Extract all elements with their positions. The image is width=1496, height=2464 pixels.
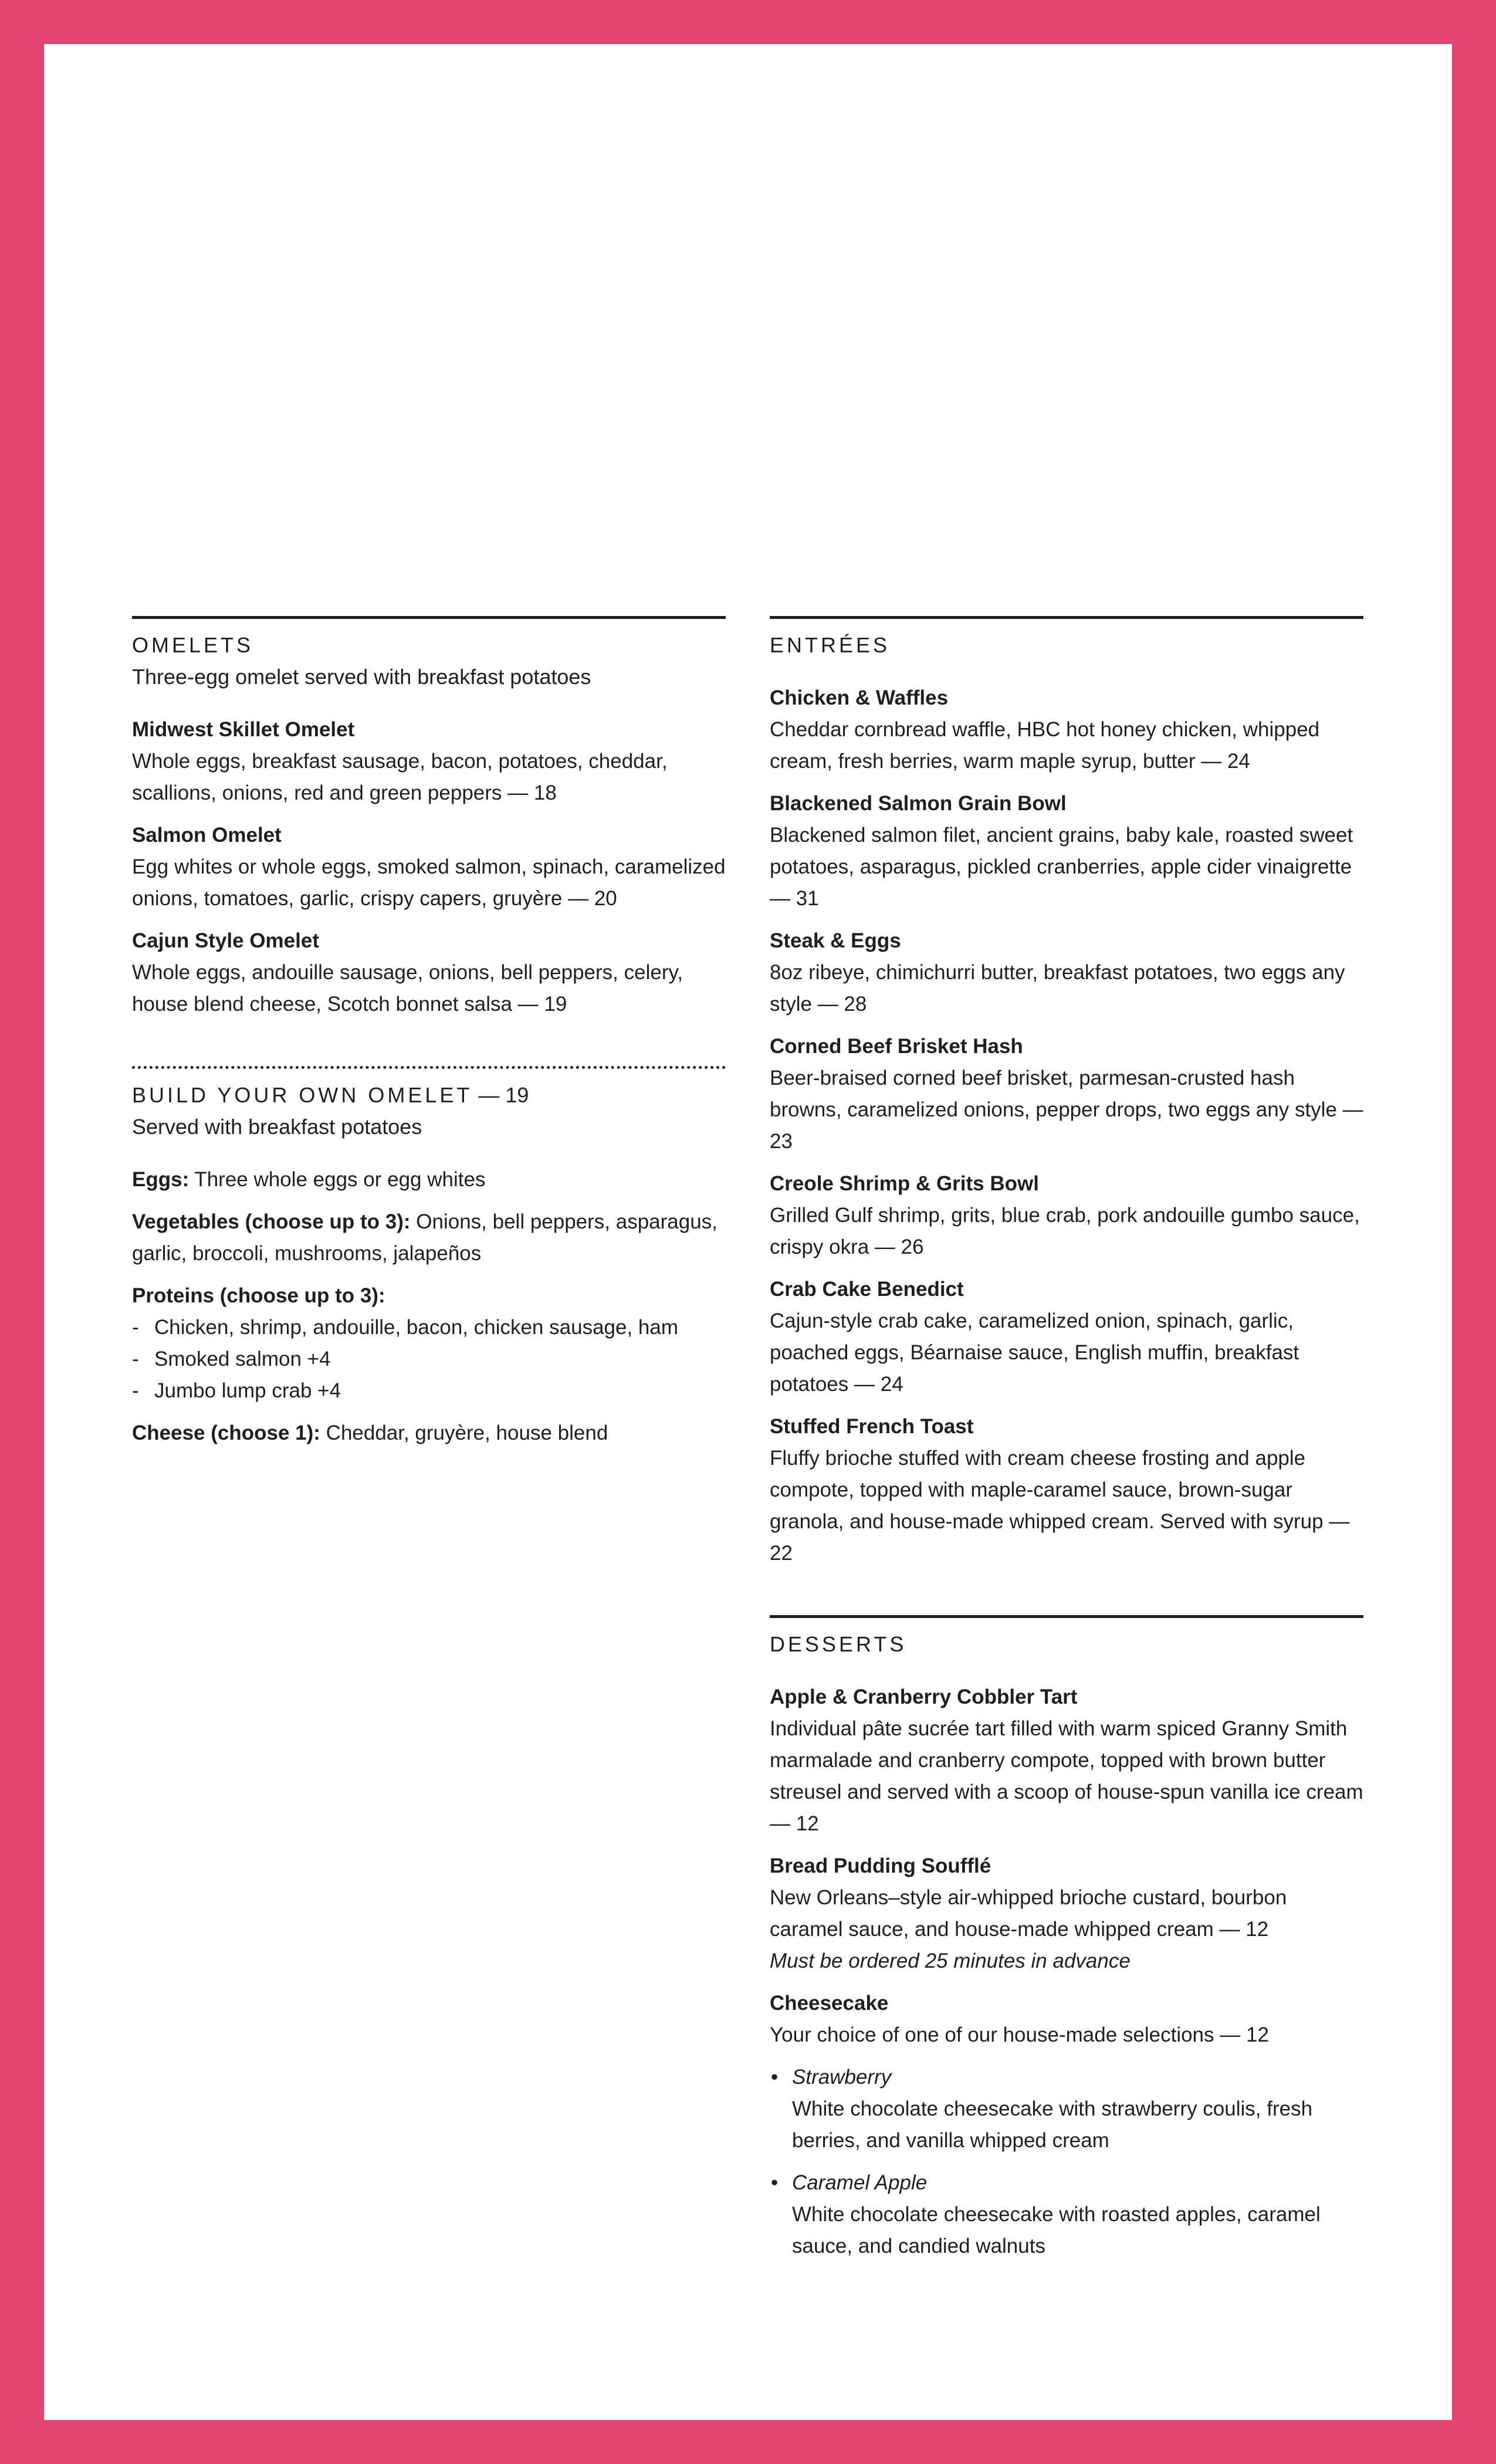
item-description: Your choice of one of our house-made selections — 12 [770,2023,1269,2046]
protein-option: - Smoked salmon +4 [132,1343,726,1375]
omelets-title: OMELETS [132,633,254,657]
item-name: Crab Cake Benedict [770,1278,964,1301]
eggs-text: Three whole eggs or egg whites [189,1168,486,1191]
menu-item [770,788,1363,915]
item-description: Individual pâte sucrée tart filled with warm spiced Granny Smith marmalade and cranberry compote, topped with brown butter streusel and served with a scoop of house-spun vanilla ice cream — 12 [770,1717,1363,1835]
item-description: 8oz ribeye, chimichurri butter, breakfast potatoes, two eggs any style — 28 [770,961,1345,1016]
item-name: Chicken & Waffles [770,686,949,709]
build-omelet-title [132,1069,726,1111]
right-column [770,616,1363,2273]
menu-item [770,1274,1363,1400]
vegetables-text: Onions, bell peppers, asparagus, garlic, broccoli, mushrooms, jalapeños [132,1210,717,1265]
desserts-title: DESSERTS [770,1632,907,1656]
item-name: Apple & Cranberry Cobbler Tart [770,1685,1078,1708]
menu-item [770,682,1363,777]
cheese-text: Cheddar, gruyère, house blend [320,1421,608,1444]
item-description: Cajun-style crab cake, caramelized onion, spinach, garlic, poached eggs, Béarnaise sauce, English muffin, breakfast potatoes — 24 [770,1309,1299,1396]
menu-item [770,1411,1363,1569]
vegetables-label: Vegetables (choose up to 3): [132,1210,411,1233]
omelets-subtitle: Three-egg omelet served with breakfast potatoes [132,665,591,689]
protein-option: - Jumbo lump crab +4 [132,1375,726,1407]
item-name: Blackened Salmon Grain Bowl [770,792,1067,815]
build-title-text: BUILD YOUR OWN OMELET [132,1083,473,1107]
entrees-title: ENTRÉES [770,633,891,657]
proteins-label: Proteins (choose up to 3): [132,1284,385,1307]
item-description: Egg whites or whole eggs, smoked salmon, spinach, caramelized onions, tomatoes, garlic, crispy capers, gruyère — 20 [132,855,726,910]
item-description: Whole eggs, andouille sausage, onions, bell peppers, celery, house blend cheese, Scotch bonnet salsa — 19 [132,961,683,1016]
item-name: Creole Shrimp & Grits Bowl [770,1172,1039,1195]
menu-item [770,1988,1363,2262]
item-name: Stuffed French Toast [770,1415,974,1438]
item-description: Beer-braised corned beef brisket, parmesan-crusted hash browns, caramelized onions, pepper drops, two eggs any style — 23 [770,1067,1363,1153]
item-name: Cheesecake [770,1992,889,2015]
menu-item [770,925,1363,1020]
menu-page [44,44,1452,2420]
menu-item [132,820,726,915]
menu-item [770,1850,1363,1977]
build-subtitle: Served with breakfast potatoes [132,1115,422,1139]
item-description: Cheddar cornbread waffle, HBC hot honey chicken, whipped cream, fresh berries, warm maple syrup, butter — 24 [770,718,1320,773]
item-description: Fluffy brioche stuffed with cream cheese frosting and apple compote, topped with maple-caramel sauce, brown-sugar granola, and house-made whipped cream. Served with syrup — 22 [770,1447,1350,1565]
menu-item [770,1168,1363,1263]
item-name: Cajun Style Omelet [132,929,319,952]
cheese-label: Cheese (choose 1): [132,1421,320,1444]
eggs-line [132,1164,726,1196]
protein-option: - Chicken, shrimp, andouille, bacon, chicken sausage, ham [132,1312,726,1343]
item-name: Midwest Skillet Omelet [132,718,355,741]
cheesecake-name: • Caramel Apple [792,2171,928,2194]
cheesecake-list [770,2062,1363,2262]
item-description: New Orleans–style air-whipped brioche custard, bourbon caramel sauce, and house-made whipped cream — 12 [770,1886,1287,1941]
menu-item [132,714,726,809]
item-description: Whole eggs, breakfast sausage, bacon, potatoes, cheddar, scallions, onions, red and green peppers — 18 [132,750,668,804]
item-name: Steak & Eggs [770,929,901,952]
cheese-line [132,1417,726,1449]
advance-order-note: Must be ordered 25 minutes in advance [770,1949,1131,1972]
item-name: Salmon Omelet [132,824,282,847]
item-name: Bread Pudding Soufflé [770,1854,991,1877]
cheesecake-description: White chocolate cheesecake with roasted apples, caramel sauce, and candied walnuts [792,2203,1321,2257]
item-description: Blackened salmon filet, ancient grains, baby kale, roasted sweet potatoes, asparagus, pickled cranberries, apple cider vinaigrette — 31 [770,824,1353,910]
menu-item [770,1681,1363,1840]
menu-item [132,925,726,1020]
item-description: Grilled Gulf shrimp, grits, blue crab, pork andouille gumbo sauce, crispy okra — 26 [770,1204,1360,1258]
cheesecake-description: White chocolate cheesecake with strawberry coulis, fresh berries, and vanilla whipped cream [792,2097,1313,2152]
cheesecake-option [770,2062,1363,2157]
vegetables-line [132,1206,726,1270]
cheesecake-name: • Strawberry [792,2066,892,2089]
cheesecake-option [770,2167,1363,2262]
proteins-block [132,1280,726,1407]
eggs-label: Eggs: [132,1168,189,1191]
item-name: Corned Beef Brisket Hash [770,1035,1023,1058]
build-price: — 19 [472,1083,529,1107]
menu-item [770,1031,1363,1157]
proteins-list [132,1312,726,1407]
left-column [132,616,726,1460]
